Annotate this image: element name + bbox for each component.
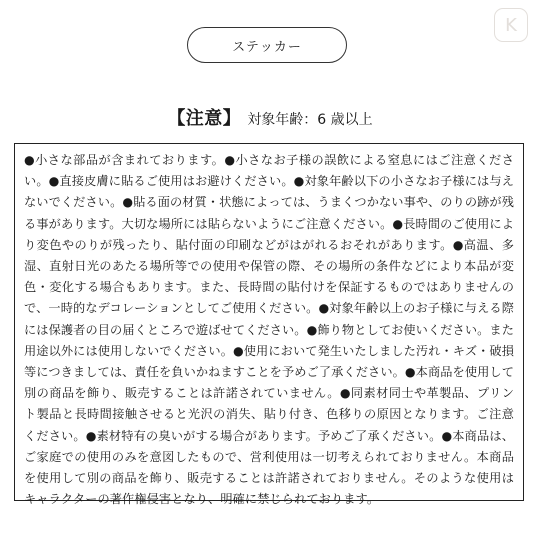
brand-k-icon	[494, 8, 528, 42]
notice-heading	[0, 104, 540, 130]
age-requirement: 対象年齢：6 歳以上	[247, 112, 373, 128]
caution-notice-box	[14, 143, 524, 507]
notice-title: 【注意】	[167, 108, 242, 129]
brand-k-letter: K	[505, 14, 517, 36]
product-type-tab[interactable]	[187, 27, 347, 63]
caution-text: ●小さな部品が含まれております。●小さなお子様の誤飲による窒息にはご注意ください。●直接皮膚に貼るご使用はお避けください。●対象年齢以下の小さなお子様には与えないでください。●貼る面の材質・状態によっては、うまくつかない事や、のりの跡が残る事があります。大切な場所には貼らないようにご注意ください。●長時間のご使用により変色やのりが残ったり、貼付面の印刷などがはがれるおそれがあります。●高温、多湿、直射日光のあたる場所等での使用や保管の際、その場所の条件などにより本品が変色・変化する場合もあります。また、長時間の貼付けを保証するものではありませんので、一時的なデコレーションとしてご使用ください。●対象年齢以上のお子様に与える際には保護者の目の届くところで遊ばせてください。●飾り物としてお使いください。また用途以外には使用しないでください。●使用において発生いたしました汚れ・キズ・破損等につきましては、責任を負いかねますことを予めご了承ください。●本商品を使用して別の商品を飾り、販売することは許諾されていません。●同素材同士や革製品、プリント製品と長時間接触させると光沢の消失、貼り付き、色移りの原因となります。ご注意ください。●素材特有の臭いがする場合があります。予めご了承ください。●本商品は、ご家庭での使用のみを意図したもので、営利使用は一切考えられておりません。本商品を使用して別の商品を飾り、販売することは許諾されておりません。そのような使用はキャラクターの著作権侵害となり、明確に禁じられております。	[24, 153, 514, 507]
product-type-label: ステッカー	[232, 39, 302, 55]
